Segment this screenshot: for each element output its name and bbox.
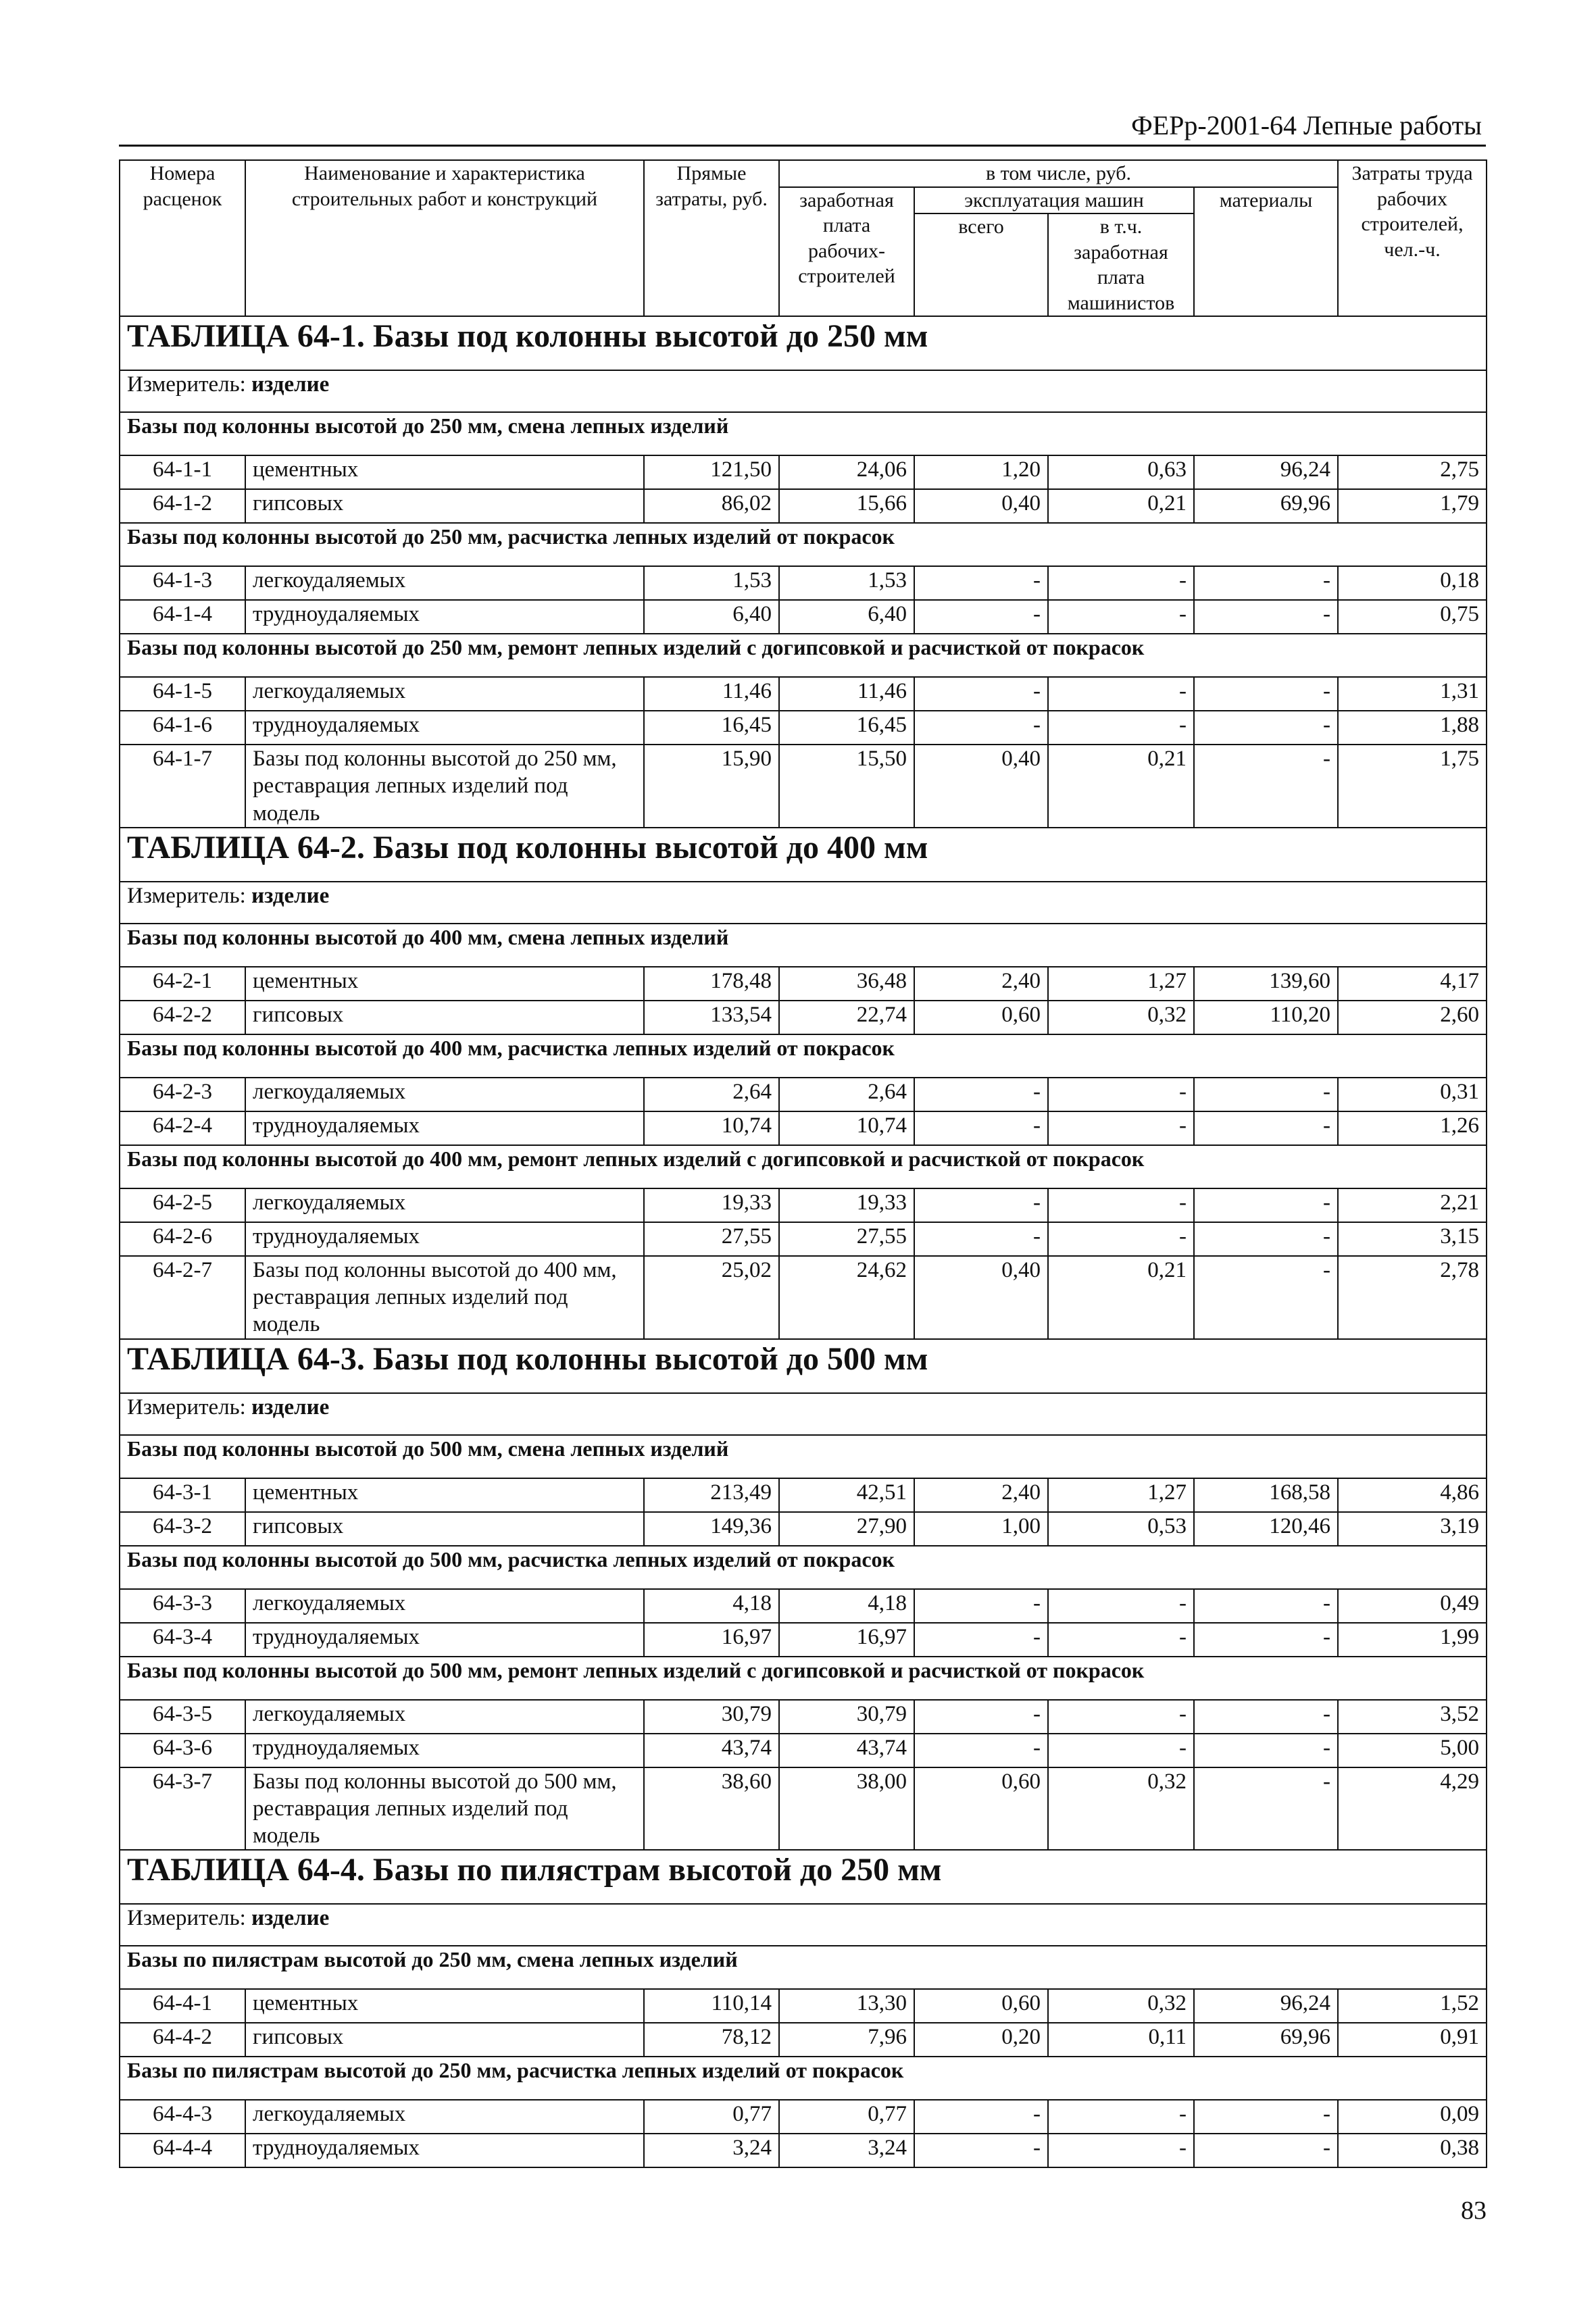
materials-cost: 168,58: [1194, 1478, 1338, 1512]
wage-cost: 11,46: [779, 677, 914, 711]
section-heading-row: [120, 412, 1487, 455]
header-num: Номера расценок: [120, 160, 245, 316]
section-heading: Базы под колонны высотой до 500 мм, расчистка лепных изделий от покрасок: [120, 1546, 1487, 1589]
rate-number: 64-2-2: [120, 1001, 245, 1034]
work-name: гипсовых: [245, 2023, 644, 2057]
labor-cost: 1,88: [1338, 711, 1487, 745]
section-heading-row: [120, 523, 1487, 566]
machine-wage-cost: -: [1048, 1111, 1194, 1145]
rate-number: 64-4-2: [120, 2023, 245, 2057]
rate-number: 64-3-3: [120, 1589, 245, 1623]
table-row: [120, 1767, 1487, 1851]
wage-cost: 10,74: [779, 1111, 914, 1145]
header-rule: [119, 145, 1486, 147]
materials-cost: -: [1194, 1188, 1338, 1222]
materials-cost: -: [1194, 1734, 1338, 1767]
machine-wage-cost: 0,21: [1048, 489, 1194, 523]
table-body: [120, 160, 1487, 2167]
header-row: [120, 160, 1487, 187]
page-number: 83: [1461, 2196, 1487, 2225]
machine-cost: -: [914, 1222, 1048, 1256]
rate-number: 64-1-1: [120, 455, 245, 489]
work-name: легкоудаляемых: [245, 677, 644, 711]
wage-cost: 15,66: [779, 489, 914, 523]
header-mach-wage: в т.ч. заработная плата машинистов: [1048, 213, 1194, 316]
wage-cost: 16,97: [779, 1623, 914, 1657]
labor-cost: 4,86: [1338, 1478, 1487, 1512]
wage-cost: 24,06: [779, 455, 914, 489]
machine-wage-cost: -: [1048, 1734, 1194, 1767]
wage-cost: 0,77: [779, 2100, 914, 2134]
materials-cost: 96,24: [1194, 1989, 1338, 2023]
machine-cost: -: [914, 1700, 1048, 1734]
header-labor: Затраты труда рабочих строителей, чел.-ч.: [1338, 160, 1487, 316]
wage-cost: 27,55: [779, 1222, 914, 1256]
machine-wage-cost: -: [1048, 1188, 1194, 1222]
direct-costs: 178,48: [644, 967, 779, 1001]
measure-label: Измеритель:: [127, 1394, 246, 1419]
work-name: легкоудаляемых: [245, 1078, 644, 1111]
table-row: [120, 2100, 1487, 2134]
materials-cost: -: [1194, 2134, 1338, 2167]
machine-cost: 1,00: [914, 1512, 1048, 1546]
rate-number: 64-2-3: [120, 1078, 245, 1111]
labor-cost: 0,18: [1338, 566, 1487, 600]
measure-row: [120, 1393, 1487, 1435]
work-name: Базы под колонны высотой до 400 мм, реставрация лепных изделий под модель: [245, 1256, 644, 1339]
direct-costs: 86,02: [644, 489, 779, 523]
header-group-incl: в том числе, руб.: [779, 160, 1338, 187]
wage-cost: 3,24: [779, 2134, 914, 2167]
labor-cost: 5,00: [1338, 1734, 1487, 1767]
table-row: [120, 1623, 1487, 1657]
machine-wage-cost: -: [1048, 1589, 1194, 1623]
labor-cost: 1,26: [1338, 1111, 1487, 1145]
machine-wage-cost: 0,11: [1048, 2023, 1194, 2057]
direct-costs: 121,50: [644, 455, 779, 489]
work-name: трудноудаляемых: [245, 1111, 644, 1145]
table-row: [120, 1188, 1487, 1222]
rates-table: [119, 159, 1487, 2168]
direct-costs: 15,90: [644, 745, 779, 828]
table-title: ТАБЛИЦА 64-1. Базы под колонны высотой до 250 мм: [120, 316, 1487, 370]
measure-cell: [120, 1393, 1487, 1435]
section-heading: Базы под колонны высотой до 500 мм, смена лепных изделий: [120, 1435, 1487, 1478]
rate-number: 64-2-1: [120, 967, 245, 1001]
wage-cost: 27,90: [779, 1512, 914, 1546]
direct-costs: 10,74: [644, 1111, 779, 1145]
machine-cost: -: [914, 677, 1048, 711]
section-heading: Базы под колонны высотой до 250 мм, расчистка лепных изделий от покрасок: [120, 523, 1487, 566]
header-group-machines: эксплуатация машин: [914, 187, 1194, 214]
work-name: цементных: [245, 967, 644, 1001]
table-title: ТАБЛИЦА 64-2. Базы под колонны высотой до 400 мм: [120, 828, 1487, 882]
table-row: [120, 1222, 1487, 1256]
machine-cost: 0,60: [914, 1989, 1048, 2023]
section-heading-row: [120, 634, 1487, 677]
materials-cost: 69,96: [1194, 489, 1338, 523]
machine-wage-cost: -: [1048, 1623, 1194, 1657]
section-heading-row: [120, 1145, 1487, 1188]
direct-costs: 27,55: [644, 1222, 779, 1256]
machine-cost: -: [914, 1623, 1048, 1657]
machine-wage-cost: -: [1048, 1078, 1194, 1111]
machine-cost: -: [914, 566, 1048, 600]
labor-cost: 4,17: [1338, 967, 1487, 1001]
table-title-row: [120, 1339, 1487, 1393]
work-name: трудноудаляемых: [245, 1623, 644, 1657]
labor-cost: 0,75: [1338, 600, 1487, 634]
measure-label: Измеритель:: [127, 883, 246, 908]
measure-cell: [120, 370, 1487, 412]
rate-number: 64-1-2: [120, 489, 245, 523]
rate-number: 64-1-4: [120, 600, 245, 634]
work-name: легкоудаляемых: [245, 1700, 644, 1734]
section-heading: Базы под колонны высотой до 400 мм, смена лепных изделий: [120, 924, 1487, 967]
direct-costs: 19,33: [644, 1188, 779, 1222]
rate-number: 64-3-7: [120, 1767, 245, 1851]
materials-cost: -: [1194, 711, 1338, 745]
section-heading-row: [120, 1657, 1487, 1700]
materials-cost: -: [1194, 1078, 1338, 1111]
direct-costs: 3,24: [644, 2134, 779, 2167]
direct-costs: 25,02: [644, 1256, 779, 1339]
direct-costs: 110,14: [644, 1989, 779, 2023]
direct-costs: 43,74: [644, 1734, 779, 1767]
rate-number: 64-1-7: [120, 745, 245, 828]
labor-cost: 3,19: [1338, 1512, 1487, 1546]
table-row: [120, 2023, 1487, 2057]
materials-cost: 96,24: [1194, 455, 1338, 489]
materials-cost: -: [1194, 2100, 1338, 2134]
work-name: трудноудаляемых: [245, 2134, 644, 2167]
materials-cost: 110,20: [1194, 1001, 1338, 1034]
direct-costs: 38,60: [644, 1767, 779, 1851]
materials-cost: -: [1194, 1623, 1338, 1657]
materials-cost: -: [1194, 1111, 1338, 1145]
labor-cost: 1,52: [1338, 1989, 1487, 2023]
wage-cost: 6,40: [779, 600, 914, 634]
table-row: [120, 711, 1487, 745]
direct-costs: 16,97: [644, 1623, 779, 1657]
direct-costs: 1,53: [644, 566, 779, 600]
direct-costs: 149,36: [644, 1512, 779, 1546]
header-direct: Прямые затраты, руб.: [644, 160, 779, 316]
machine-cost: -: [914, 1111, 1048, 1145]
machine-wage-cost: -: [1048, 677, 1194, 711]
machine-cost: -: [914, 1734, 1048, 1767]
direct-costs: 4,18: [644, 1589, 779, 1623]
labor-cost: 0,09: [1338, 2100, 1487, 2134]
table-row: [120, 745, 1487, 828]
work-name: легкоудаляемых: [245, 566, 644, 600]
materials-cost: -: [1194, 1222, 1338, 1256]
measure-value: изделие: [251, 1394, 330, 1419]
measure-value: изделие: [251, 1906, 330, 1931]
section-heading-row: [120, 1034, 1487, 1078]
work-name: Базы под колонны высотой до 500 мм, реставрация лепных изделий под модель: [245, 1767, 644, 1851]
work-name: гипсовых: [245, 1001, 644, 1034]
section-heading: Базы под колонны высотой до 250 мм, ремонт лепных изделий с догипсовкой и расчисткой от покрасок: [120, 634, 1487, 677]
machine-cost: -: [914, 1078, 1048, 1111]
wage-cost: 19,33: [779, 1188, 914, 1222]
table-row: [120, 1111, 1487, 1145]
table-row: [120, 2134, 1487, 2167]
machine-wage-cost: -: [1048, 2100, 1194, 2134]
section-heading-row: [120, 1546, 1487, 1589]
machine-wage-cost: 0,21: [1048, 1256, 1194, 1339]
machine-cost: 1,20: [914, 455, 1048, 489]
rate-number: 64-3-1: [120, 1478, 245, 1512]
table-row: [120, 967, 1487, 1001]
table-row: [120, 600, 1487, 634]
labor-cost: 1,79: [1338, 489, 1487, 523]
machine-wage-cost: 0,53: [1048, 1512, 1194, 1546]
rate-number: 64-1-5: [120, 677, 245, 711]
machine-cost: -: [914, 1589, 1048, 1623]
work-name: цементных: [245, 455, 644, 489]
work-name: гипсовых: [245, 1512, 644, 1546]
header-wage: заработная плата рабочих-строителей: [779, 187, 914, 317]
work-name: трудноудаляемых: [245, 600, 644, 634]
machine-cost: 0,60: [914, 1001, 1048, 1034]
rate-number: 64-1-6: [120, 711, 245, 745]
rate-number: 64-3-5: [120, 1700, 245, 1734]
header-mach-total: всего: [914, 213, 1048, 316]
measure-value: изделие: [251, 372, 330, 397]
section-heading: Базы по пилястрам высотой до 250 мм, смена лепных изделий: [120, 1946, 1487, 1989]
wage-cost: 30,79: [779, 1700, 914, 1734]
rate-number: 64-2-5: [120, 1188, 245, 1222]
table-title-row: [120, 1850, 1487, 1904]
machine-cost: 0,20: [914, 2023, 1048, 2057]
machine-cost: 0,40: [914, 489, 1048, 523]
work-name: Базы под колонны высотой до 250 мм, реставрация лепных изделий под модель: [245, 745, 644, 828]
labor-cost: 3,15: [1338, 1222, 1487, 1256]
table-title-row: [120, 316, 1487, 370]
machine-cost: -: [914, 600, 1048, 634]
section-heading-row: [120, 1946, 1487, 1989]
work-name: легкоудаляемых: [245, 1188, 644, 1222]
direct-costs: 0,77: [644, 2100, 779, 2134]
materials-cost: -: [1194, 566, 1338, 600]
wage-cost: 7,96: [779, 2023, 914, 2057]
materials-cost: 120,46: [1194, 1512, 1338, 1546]
rate-number: 64-3-6: [120, 1734, 245, 1767]
section-heading-row: [120, 2057, 1487, 2100]
machine-cost: 2,40: [914, 967, 1048, 1001]
measure-value: изделие: [251, 883, 330, 908]
section-heading: Базы по пилястрам высотой до 250 мм, расчистка лепных изделий от покрасок: [120, 2057, 1487, 2100]
rate-number: 64-4-4: [120, 2134, 245, 2167]
machine-wage-cost: -: [1048, 1700, 1194, 1734]
machine-cost: -: [914, 2134, 1048, 2167]
work-name: легкоудаляемых: [245, 2100, 644, 2134]
section-heading: Базы под колонны высотой до 400 мм, расчистка лепных изделий от покрасок: [120, 1034, 1487, 1078]
direct-costs: 30,79: [644, 1700, 779, 1734]
table-row: [120, 1078, 1487, 1111]
machine-wage-cost: 0,32: [1048, 1989, 1194, 2023]
materials-cost: -: [1194, 1767, 1338, 1851]
table-row: [120, 1700, 1487, 1734]
direct-costs: 11,46: [644, 677, 779, 711]
section-heading-row: [120, 1435, 1487, 1478]
machine-wage-cost: -: [1048, 566, 1194, 600]
wage-cost: 1,53: [779, 566, 914, 600]
section-heading: Базы под колонны высотой до 250 мм, смена лепных изделий: [120, 412, 1487, 455]
rate-number: 64-1-3: [120, 566, 245, 600]
materials-cost: -: [1194, 1589, 1338, 1623]
work-name: цементных: [245, 1478, 644, 1512]
materials-cost: -: [1194, 677, 1338, 711]
work-name: трудноудаляемых: [245, 711, 644, 745]
table-row: [120, 1734, 1487, 1767]
direct-costs: 78,12: [644, 2023, 779, 2057]
materials-cost: -: [1194, 1700, 1338, 1734]
machine-cost: 0,60: [914, 1767, 1048, 1851]
materials-cost: -: [1194, 745, 1338, 828]
labor-cost: 0,91: [1338, 2023, 1487, 2057]
measure-cell: [120, 882, 1487, 924]
table-title: ТАБЛИЦА 64-4. Базы по пилястрам высотой до 250 мм: [120, 1850, 1487, 1904]
machine-wage-cost: -: [1048, 1222, 1194, 1256]
machine-wage-cost: 0,63: [1048, 455, 1194, 489]
direct-costs: 213,49: [644, 1478, 779, 1512]
labor-cost: 0,31: [1338, 1078, 1487, 1111]
wage-cost: 15,50: [779, 745, 914, 828]
machine-wage-cost: -: [1048, 711, 1194, 745]
machine-cost: 2,40: [914, 1478, 1048, 1512]
rate-number: 64-2-4: [120, 1111, 245, 1145]
rate-number: 64-4-3: [120, 2100, 245, 2134]
wage-cost: 42,51: [779, 1478, 914, 1512]
rate-number: 64-2-7: [120, 1256, 245, 1339]
wage-cost: 43,74: [779, 1734, 914, 1767]
wage-cost: 22,74: [779, 1001, 914, 1034]
materials-cost: -: [1194, 600, 1338, 634]
table-row: [120, 1989, 1487, 2023]
machine-wage-cost: 0,21: [1048, 745, 1194, 828]
measure-row: [120, 370, 1487, 412]
direct-costs: 16,45: [644, 711, 779, 745]
rate-number: 64-3-2: [120, 1512, 245, 1546]
table-row: [120, 1256, 1487, 1339]
section-heading: Базы под колонны высотой до 500 мм, ремонт лепных изделий с догипсовкой и расчисткой от покрасок: [120, 1657, 1487, 1700]
rate-number: 64-4-1: [120, 1989, 245, 2023]
work-name: трудноудаляемых: [245, 1222, 644, 1256]
section-heading: Базы под колонны высотой до 400 мм, ремонт лепных изделий с догипсовкой и расчисткой от покрасок: [120, 1145, 1487, 1188]
machine-cost: 0,40: [914, 745, 1048, 828]
machine-cost: -: [914, 711, 1048, 745]
labor-cost: 2,60: [1338, 1001, 1487, 1034]
machine-cost: -: [914, 2100, 1048, 2134]
rate-number: 64-3-4: [120, 1623, 245, 1657]
machine-wage-cost: 0,32: [1048, 1767, 1194, 1851]
wage-cost: 24,62: [779, 1256, 914, 1339]
table-row: [120, 1478, 1487, 1512]
table-row: [120, 566, 1487, 600]
labor-cost: 2,21: [1338, 1188, 1487, 1222]
labor-cost: 1,31: [1338, 677, 1487, 711]
work-name: трудноудаляемых: [245, 1734, 644, 1767]
header-materials: материалы: [1194, 187, 1338, 317]
machine-cost: -: [914, 1188, 1048, 1222]
work-name: легкоудаляемых: [245, 1589, 644, 1623]
labor-cost: 2,78: [1338, 1256, 1487, 1339]
labor-cost: 1,99: [1338, 1623, 1487, 1657]
measure-label: Измеритель:: [127, 1906, 246, 1931]
machine-wage-cost: 0,32: [1048, 1001, 1194, 1034]
measure-row: [120, 1904, 1487, 1946]
direct-costs: 6,40: [644, 600, 779, 634]
machine-cost: 0,40: [914, 1256, 1048, 1339]
direct-costs: 2,64: [644, 1078, 779, 1111]
measure-row: [120, 882, 1487, 924]
labor-cost: 4,29: [1338, 1767, 1487, 1851]
work-name: гипсовых: [245, 489, 644, 523]
labor-cost: 3,52: [1338, 1700, 1487, 1734]
materials-cost: -: [1194, 1256, 1338, 1339]
direct-costs: 133,54: [644, 1001, 779, 1034]
labor-cost: 1,75: [1338, 745, 1487, 828]
wage-cost: 36,48: [779, 967, 914, 1001]
table-row: [120, 1589, 1487, 1623]
table-row: [120, 1512, 1487, 1546]
labor-cost: 0,49: [1338, 1589, 1487, 1623]
measure-label: Измеритель:: [127, 372, 246, 397]
machine-wage-cost: -: [1048, 600, 1194, 634]
wage-cost: 13,30: [779, 1989, 914, 2023]
machine-wage-cost: -: [1048, 2134, 1194, 2167]
wage-cost: 2,64: [779, 1078, 914, 1111]
page-header-title: ФЕРр-2001-64 Лепные работы: [1131, 110, 1482, 141]
header-name: Наименование и характеристика строительных работ и конструкций: [245, 160, 644, 316]
materials-cost: 139,60: [1194, 967, 1338, 1001]
table-row: [120, 489, 1487, 523]
wage-cost: 4,18: [779, 1589, 914, 1623]
machine-wage-cost: 1,27: [1048, 1478, 1194, 1512]
wage-cost: 38,00: [779, 1767, 914, 1851]
table-row: [120, 455, 1487, 489]
table-title-row: [120, 828, 1487, 882]
rate-number: 64-2-6: [120, 1222, 245, 1256]
materials-cost: 69,96: [1194, 2023, 1338, 2057]
measure-cell: [120, 1904, 1487, 1946]
labor-cost: 0,38: [1338, 2134, 1487, 2167]
wage-cost: 16,45: [779, 711, 914, 745]
section-heading-row: [120, 924, 1487, 967]
machine-wage-cost: 1,27: [1048, 967, 1194, 1001]
table-row: [120, 1001, 1487, 1034]
table-title: ТАБЛИЦА 64-3. Базы под колонны высотой до 500 мм: [120, 1339, 1487, 1393]
table-row: [120, 677, 1487, 711]
labor-cost: 2,75: [1338, 455, 1487, 489]
work-name: цементных: [245, 1989, 644, 2023]
